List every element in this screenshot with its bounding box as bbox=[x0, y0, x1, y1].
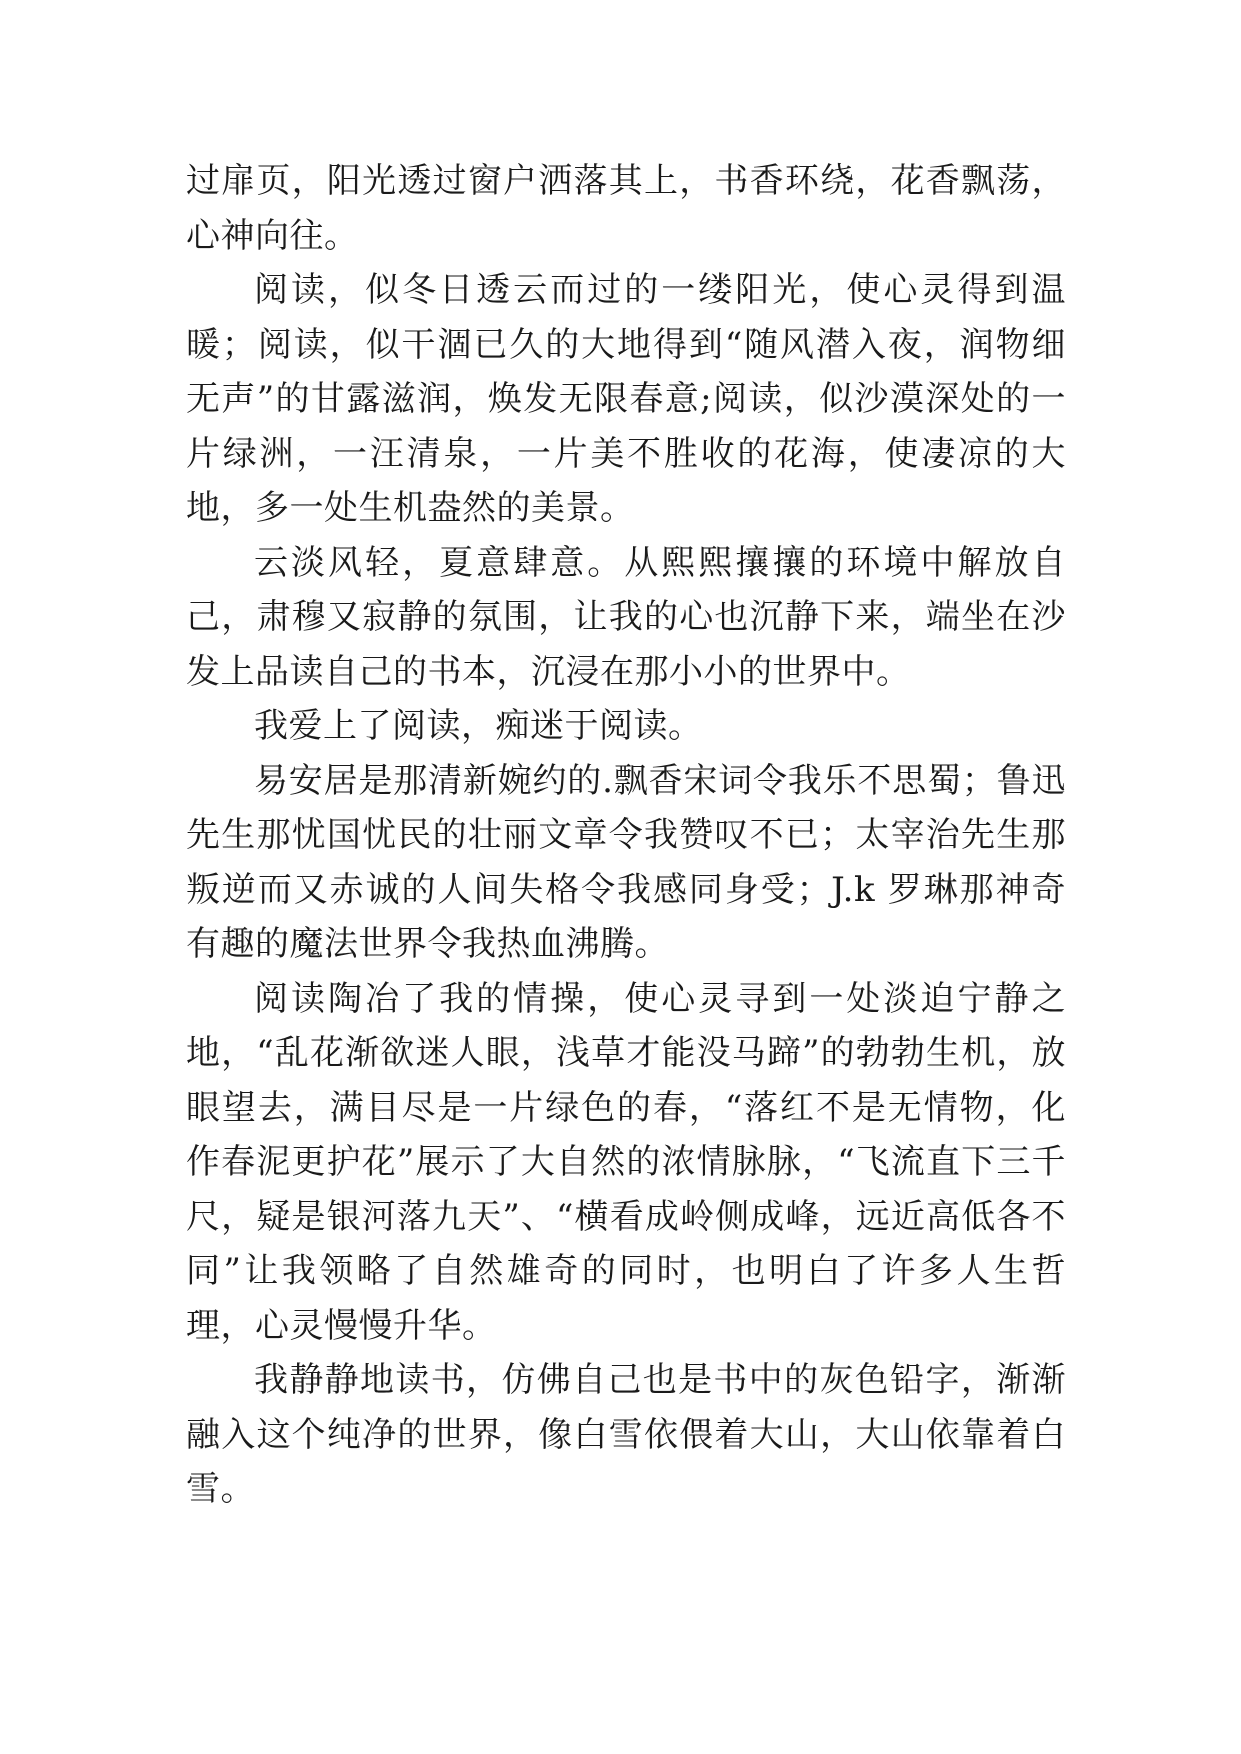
paragraph-quiet-reading: 我静静地读书，仿佛自己也是书中的灰色铅字，渐渐融入这个纯净的世界，像白雪依偎着大山，大山依靠着白雪。 bbox=[186, 1360, 1066, 1509]
paragraph-love-reading: 我爱上了阅读，痴迷于阅读。 bbox=[254, 706, 703, 746]
paragraph-poetry: 阅读陶冶了我的情操，使心灵寻到一处淡迫宁静之地，“乱花渐欲迷人眼，浅草才能没马蹄”的勃勃生机，放眼望去，满目尽是一片绿色的春，“落红不是无情物，化作春泥更护花”展示了大自然的浓情脉脉，“飞流直下三千尺，疑是银河落九天”、“横看成岭侧成峰，远近高低各不同”让我领略了自然雄奇的同时，也明白了许多人生哲理，心灵慢慢升华。 bbox=[186, 978, 1066, 1346]
document-body bbox=[186, 154, 1066, 1517]
paragraph-summer-calm: 云淡风轻，夏意肆意。从熙熙攘攘的环境中解放自己，肃穆又寂静的氛围，让我的心也沉静下来，端坐在沙发上品读自己的书本，沉浸在那小小的世界中。 bbox=[186, 542, 1066, 692]
paragraph-authors: 易安居是那清新婉约的.飘香宋词令我乐不思蜀；鲁迅先生那忧国忧民的壮丽文章令我赞叹不已；太宰治先生那叛逆而又赤诚的人间失格令我感同身受；J.k 罗琳那神奇有趣的魔法世界令我热血沸腾。 bbox=[186, 760, 1066, 964]
paragraph-continued: 过扉页，阳光透过窗户洒落其上，书香环绕，花香飘荡，心神向往。 bbox=[186, 161, 1066, 256]
paragraph-reading-similes: 阅读，似冬日透云而过的一缕阳光，使心灵得到温暖；阅读，似干涸已久的大地得到“随风潜入夜，润物细无声”的甘露滋润，焕发无限春意;阅读，似沙漠深处的一片绿洲，一汪清泉，一片美不胜收的花海，使凄凉的大地，多一处生机盎然的美景。 bbox=[186, 270, 1066, 528]
